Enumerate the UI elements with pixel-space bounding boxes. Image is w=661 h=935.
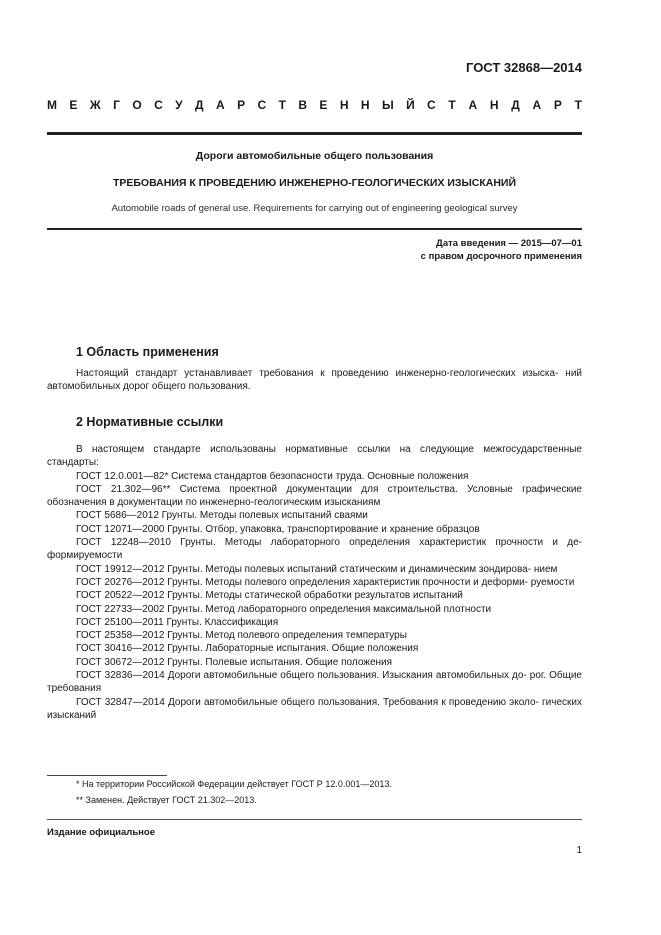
- banner-letter: Т: [278, 98, 286, 112]
- paragraph: Настоящий стандарт устанавливает требования к проведению инженерно-геологических изыска- ний автомобильных дорог общего пользования.: [47, 368, 582, 393]
- banner-letter: А: [468, 98, 478, 112]
- banner-letter: Ж: [89, 98, 101, 112]
- top-rule: [47, 132, 582, 135]
- paragraph: ГОСТ 12.0.001—82* Система стандартов безопасности труда. Основные положения: [76, 470, 469, 482]
- banner-letter: Р: [553, 98, 562, 112]
- paragraph: ГОСТ 25100—2011 Грунты. Классификация: [76, 616, 279, 628]
- paragraph: ГОСТ 32847—2014 Дороги автомобильные общего пользования. Требования к проведению эколо- гических изысканий: [47, 696, 582, 721]
- section-1-heading: 1 Область применения: [76, 345, 219, 359]
- paragraph: ГОСТ 20522—2012 Грунты. Методы статической обработки результатов испытаний: [76, 590, 463, 602]
- banner-letter: Г: [113, 98, 120, 112]
- footnote-1: * На территории Российской Федерации действует ГОСТ Р 12.0.001—2013.: [76, 779, 392, 789]
- banner-letter: Н: [489, 98, 499, 112]
- section-2-heading: 2 Нормативные ссылки: [76, 415, 224, 429]
- banner-word-standard: [427, 98, 582, 112]
- footer-rule: [47, 819, 582, 820]
- banner-letter: В: [298, 98, 307, 112]
- banner-letter: Н: [360, 98, 370, 112]
- paragraph: ГОСТ 21.302—96** Система проектной документации для строительства. Условные графические обозначения в документации по инженерно-геологическим изысканиям: [47, 483, 582, 509]
- paragraph: ГОСТ 25358—2012 Грунты. Метод полевого определения температуры: [76, 630, 407, 642]
- early-application-note: с правом досрочного применения: [420, 251, 582, 262]
- banner-letter: О: [132, 98, 142, 112]
- banner-letter: С: [257, 98, 267, 112]
- intro-date-block: [421, 237, 582, 263]
- section-2-body: [47, 443, 582, 722]
- banner-letter: Е: [69, 98, 78, 112]
- banner-letter: У: [175, 98, 183, 112]
- paragraph: ГОСТ 30672—2012 Грунты. Полевые испытания. Общие положения: [76, 656, 393, 668]
- title-subject: Дороги автомобильные общего пользования: [195, 150, 434, 162]
- paragraph: ГОСТ 5686—2012 Грунты. Методы полевых испытаний сваями: [76, 510, 368, 522]
- intro-date: Дата введения — 2015—07—01: [436, 238, 582, 249]
- footnote-separator: [47, 775, 167, 776]
- paragraph: ГОСТ 19912—2012 Грунты. Методы полевых испытаний статическим и динамическим зондирова- нием: [76, 563, 558, 575]
- banner-letter: С: [427, 98, 436, 112]
- banner-letter: А: [532, 98, 542, 112]
- paragraph: ГОСТ 20276—2012 Грунты. Методы полевого определения характеристик прочности и деформи- руемости: [76, 576, 575, 588]
- paragraph: В настоящем стандарте использованы нормативные ссылки на следующие межгосударственные стандарты:: [47, 444, 582, 469]
- title-main: ТРЕБОВАНИЯ К ПРОВЕДЕНИЮ ИНЖЕНЕРНО-ГЕОЛОГИЧЕСКИХ ИЗЫСКАНИЙ: [112, 177, 517, 189]
- banner-letter: Д: [195, 98, 204, 112]
- banner-letter: Н: [339, 98, 349, 112]
- official-edition-label: Издание официальное: [47, 827, 155, 838]
- paragraph: ГОСТ 30416—2012 Грунты. Лабораторные испытания. Общие положения: [76, 643, 419, 655]
- paragraph: ГОСТ 32836—2014 Дороги автомобильные общего пользования. Изыскания автомобильных до- рог. Общие требования: [47, 670, 582, 695]
- page-number: 1: [576, 845, 582, 856]
- banner-letter: Т: [574, 98, 582, 112]
- title-bottom-rule: [47, 228, 582, 230]
- banner-letter: С: [154, 98, 163, 112]
- banner-letter: Д: [511, 98, 520, 112]
- banner-letter: Р: [237, 98, 246, 112]
- banner-word-interstate: [47, 98, 415, 112]
- title-english: Automobile roads of general use. Requirements for carrying out of engineering geological survey: [111, 203, 518, 214]
- banner-letter: А: [215, 98, 225, 112]
- banner-letter: Й: [406, 98, 415, 112]
- section-1-body: [47, 367, 582, 394]
- banner-letter: М: [47, 98, 57, 112]
- standard-type-banner: [47, 98, 582, 112]
- document-code: ГОСТ 32868—2014: [466, 60, 582, 75]
- banner-letter: Т: [448, 98, 456, 112]
- paragraph: ГОСТ 22733—2002 Грунты. Метод лабораторного определения максимальной плотности: [76, 603, 492, 615]
- paragraph: ГОСТ 12071—2000 Грунты. Отбор, упаковка, транспортирование и хранение образцов: [76, 523, 480, 535]
- paragraph: ГОСТ 12248—2010 Грунты. Методы лабораторного определения характеристик прочности и де- формируемости: [47, 537, 582, 562]
- footnote-2: ** Заменен. Действует ГОСТ 21.302—2013.: [76, 795, 257, 805]
- banner-letter: Ы: [381, 98, 394, 112]
- banner-letter: Е: [319, 98, 328, 112]
